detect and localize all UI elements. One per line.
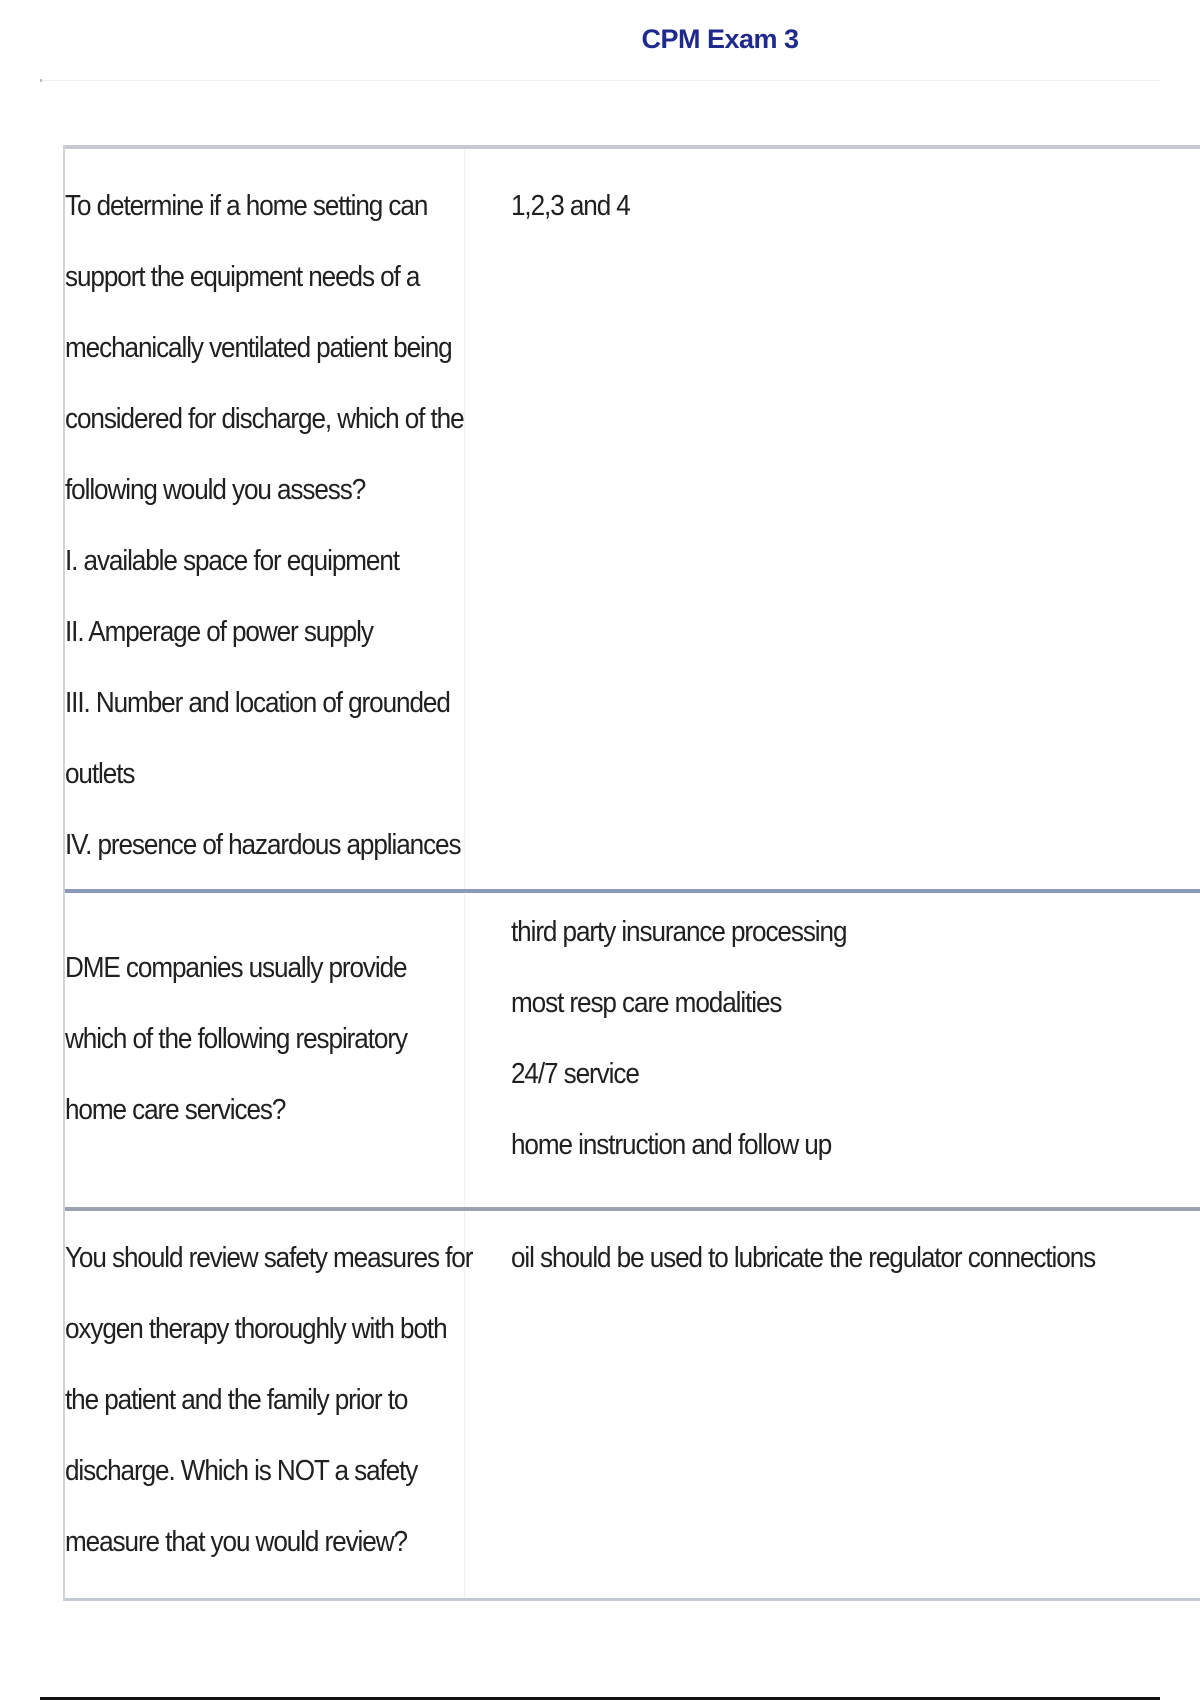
term-line: home care services?	[65, 1094, 286, 1126]
term-line: To determine if a home setting can	[65, 190, 428, 222]
definition-line: most resp care modalities	[511, 987, 782, 1019]
flashcard-table	[63, 145, 1200, 1601]
term-line: III. Number and location of grounded	[65, 687, 450, 719]
definition-line: oil should be used to lubricate the regulator connections	[511, 1242, 1096, 1274]
definition-cell	[465, 149, 1200, 889]
definition-line: 1,2,3 and 4	[511, 190, 630, 222]
definition-cell	[465, 1211, 1200, 1598]
term-cell	[65, 149, 465, 889]
term-line: discharge. Which is NOT a safety	[65, 1455, 418, 1487]
definition-line: 24/7 service	[511, 1058, 639, 1090]
flashcard-row	[65, 889, 1200, 1207]
term-line: outlets	[65, 758, 135, 790]
term-line: oxygen therapy thoroughly with both	[65, 1313, 447, 1345]
term-line: IV. presence of hazardous appliances	[65, 829, 461, 861]
term-line: considered for discharge, which of the	[65, 403, 464, 435]
definition-line: third party insurance processing	[511, 916, 847, 948]
term-line: DME companies usually provide	[65, 952, 407, 984]
term-line: following would you assess?	[65, 474, 366, 506]
term-cell	[65, 893, 465, 1207]
term-line: mechanically ventilated patient being	[65, 332, 452, 364]
term-line: support the equipment needs of a	[65, 261, 420, 293]
definition-line: home instruction and follow up	[511, 1129, 832, 1161]
page-title: CPM Exam 3	[641, 24, 799, 54]
header-divider	[40, 80, 1160, 81]
term-line: measure that you would review?	[65, 1526, 407, 1558]
term-line: You should review safety measures for	[65, 1242, 473, 1274]
term-cell	[65, 1211, 473, 1598]
header-divider-tick	[40, 79, 42, 82]
definition-cell	[465, 893, 1200, 1207]
term-line: which of the following respiratory	[65, 1023, 407, 1055]
flashcard-row	[65, 145, 1200, 889]
term-line: the patient and the family prior to	[65, 1384, 408, 1416]
term-line: I. available space for equipment	[65, 545, 399, 577]
term-line: II. Amperage of power supply	[65, 616, 373, 648]
flashcard-row	[65, 1207, 1200, 1601]
